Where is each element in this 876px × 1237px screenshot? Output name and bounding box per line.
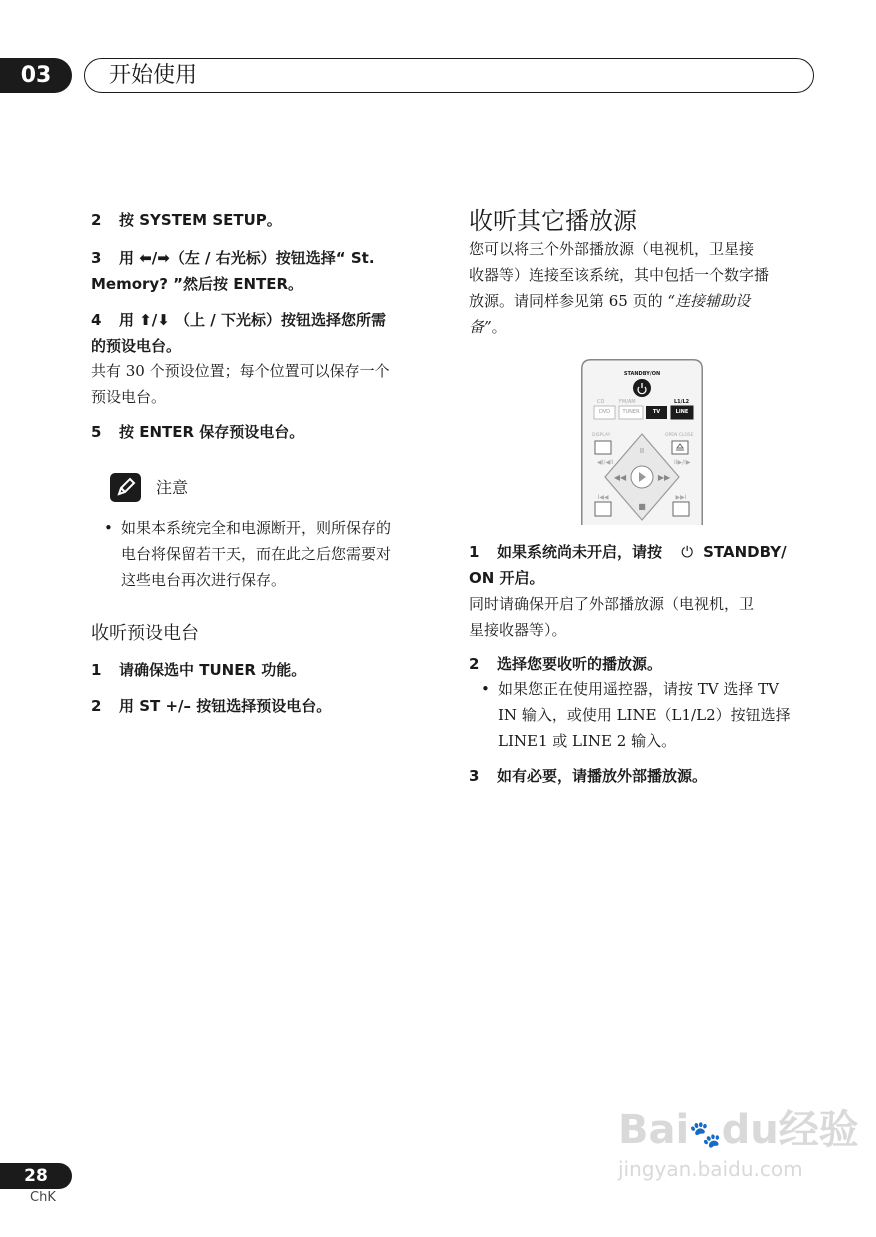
intro-paragraph: 您可以将三个外部播放源（电视机，卫星接 收器等）连接至该系统，其中包括一个数字播 放源。请同样参见第 65 页的 “连接辅助设 备”。 <box>469 240 770 336</box>
remote-dvd-button: DVD <box>598 409 611 415</box>
remote-cd-label: CD <box>597 399 605 405</box>
step-5: 5 按 ENTER 保存预设电台。 <box>91 423 305 441</box>
svg-text:▶▶I: ▶▶I <box>675 494 687 501</box>
chapter-number: 03 <box>0 58 72 93</box>
remote-line-button: LINE <box>675 409 689 415</box>
svg-text:II▶/I▶: II▶/I▶ <box>674 459 691 466</box>
right-step-3: 3 如有必要，请播放外部播放源。 <box>469 767 708 785</box>
remote-standby-label: STANDBY/ON <box>623 371 661 377</box>
bullet-icon: • <box>481 680 490 698</box>
svg-text:◀I/◀II: ◀I/◀II <box>597 459 614 466</box>
svg-text:◀◀: ◀◀ <box>613 473 627 482</box>
svg-text:I◀◀: I◀◀ <box>597 494 609 501</box>
paw-icon: 🐾 <box>689 1120 722 1150</box>
step-4: 4 用 ⬆/⬇ （上 / 下光标）按钮选择您所需 的预设电台。 <box>91 311 386 355</box>
language-code: ChK <box>30 1190 56 1205</box>
remote-control-illustration <box>581 359 703 525</box>
remote-fmam-label: FM/AM <box>619 399 636 405</box>
listen-step-1: 1 请确保选中 TUNER 功能。 <box>91 661 307 679</box>
remote-display-label: DISPLAY <box>592 433 611 438</box>
power-icon: ⏻ <box>681 543 694 561</box>
right-step-2: 2 选择您要收听的播放源。 <box>469 655 663 673</box>
section-heading-other-sources: 收听其它播放源 <box>469 207 637 235</box>
baidu-watermark: Bai🐾du经验 jingyan.baidu.com <box>618 1107 859 1181</box>
right-step-1: 1 如果系统尚未开启，请按 ⏻ STANDBY/ ON 开启。 <box>469 539 819 591</box>
listen-step-2: 2 用 ST +/– 按钮选择预设电台。 <box>91 697 332 715</box>
remote-l1l2-label: L1/L2 <box>674 399 690 405</box>
remote-open-close-label: OPEN CLOSE <box>665 433 694 438</box>
svg-text:II: II <box>639 447 645 455</box>
bullet-icon: • <box>104 519 113 537</box>
svg-text:▶▶: ▶▶ <box>657 473 671 482</box>
right-step-1-body: 同时请确保开启了外部播放源（电视机，卫 星接收器等）。 <box>469 595 755 639</box>
pencil-icon <box>110 473 141 502</box>
note-bullet: • 如果本系统完全和电源断开，则所保存的 电台将保留若干天，而在此之后您需要对 这些电台再次进行保存。 <box>104 515 391 593</box>
remote-tv-button: TV <box>652 409 661 415</box>
page-number: 28 <box>0 1163 72 1189</box>
chapter-title: 开始使用 <box>109 63 198 88</box>
right-step-2-bullet: • 如果您正在使用遥控器，请按 TV 选择 TV IN 输入，或使用 LINE（L1/L2）按钮选择 LINE1 或 LINE 2 输入。 <box>481 676 791 754</box>
step-4-body: 共有 30 个预设位置；每个位置可以保存一个 预设电台。 <box>91 362 390 406</box>
step-2: 2 按 SYSTEM SETUP。 <box>91 211 282 229</box>
section-heading-preset: 收听预设电台 <box>91 623 199 644</box>
step-3: 3 用 ⬅/➡（左 / 右光标）按钮选择“ St. Memory? ”然后按 ENTER。 <box>91 249 375 293</box>
chapter-title-box <box>84 58 814 93</box>
svg-text:■: ■ <box>638 502 646 511</box>
remote-tuner-button: TUNER <box>622 409 640 415</box>
note-title: 注意 <box>156 478 189 497</box>
